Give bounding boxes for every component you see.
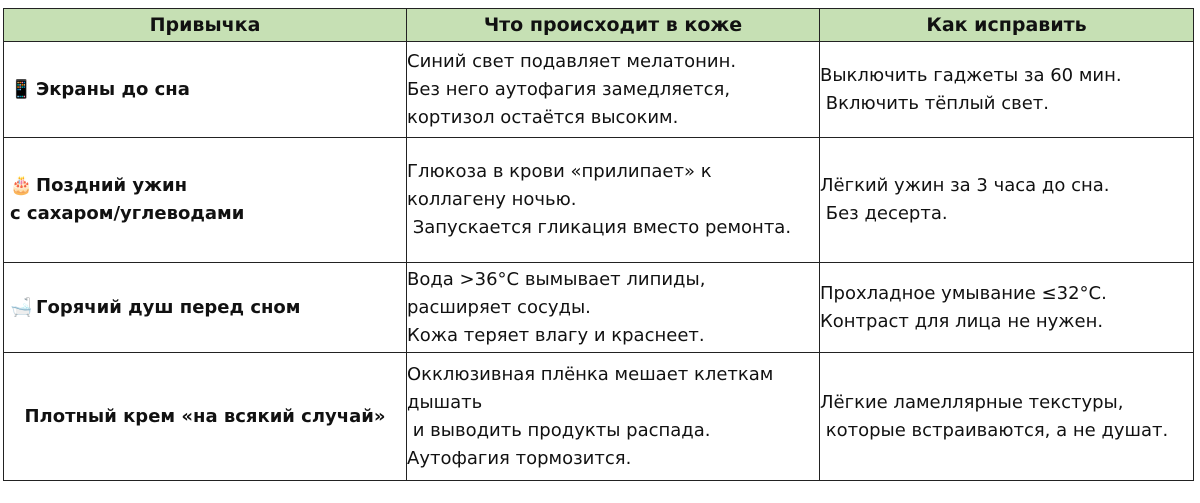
- habit-label: Поздний ужин: [36, 175, 188, 196]
- skin-text-line: коллагену ночью.: [407, 189, 577, 210]
- fix-cell: [820, 138, 1194, 263]
- skin-text-line: Аутофагия тормозится.: [407, 447, 632, 469]
- table-row: [4, 353, 1194, 481]
- table-row: [4, 138, 1194, 263]
- fix-text-line: Контраст для лица не нужен.: [820, 310, 1104, 332]
- skin-text-line: дышать: [407, 391, 483, 413]
- skin-text-line: кортизол остаётся высоким.: [407, 106, 679, 128]
- fix-text-line: Прохладное умывание ≤32°C.: [820, 282, 1107, 304]
- fix-cell: [820, 263, 1194, 353]
- habit-cell: [4, 263, 407, 353]
- phone-icon: 📱: [10, 78, 33, 100]
- header-fix: Как исправить: [820, 9, 1194, 42]
- habit-label: Горячий душ перед сном: [36, 296, 301, 318]
- fix-cell: [820, 42, 1194, 138]
- habit-label: Экраны до сна: [36, 78, 190, 100]
- habit-label: Плотный крем «на всякий случай»: [24, 405, 386, 427]
- skin-text-line: Вода >36°C вымывает липиды,: [407, 268, 706, 290]
- habit-cell: [4, 42, 407, 138]
- fix-text-line: которые встраиваются, а не душат.: [820, 419, 1169, 441]
- skin-text-line: Запускается гликация вместо ремонта.: [407, 217, 792, 238]
- skin-cell: [407, 138, 820, 263]
- skin-cell: [407, 42, 820, 138]
- header-habit: Привычка: [4, 9, 407, 42]
- fix-text-line: Без десерта.: [820, 203, 948, 224]
- table-row: [4, 42, 1194, 138]
- fix-cell: [820, 353, 1194, 481]
- bathtub-icon: 🛁: [10, 296, 33, 318]
- skin-text-line: Без него аутофагия замедляется,: [407, 78, 731, 100]
- fix-text-line: Лёгкий ужин за 3 часа до сна.: [820, 175, 1110, 196]
- skin-text-line: расширяет сосуды.: [407, 296, 591, 318]
- header-row: [4, 9, 1194, 42]
- habit-label: с сахаром/углеводами: [10, 203, 245, 224]
- skin-text-line: и выводить продукты распада.: [407, 419, 711, 441]
- habit-cell: [4, 353, 407, 481]
- header-skin: Что происходит в коже: [407, 9, 820, 42]
- fix-text-line: Лёгкие ламеллярные текстуры,: [820, 391, 1124, 413]
- habits-table: [3, 8, 1194, 481]
- skin-text-line: Кожа теряет влагу и краснеет.: [407, 324, 705, 346]
- skin-cell: [407, 263, 820, 353]
- skin-text-line: Глюкоза в крови «прилипает» к: [407, 161, 712, 182]
- habit-cell: [4, 138, 407, 263]
- table-row: [4, 263, 1194, 353]
- skin-text-line: Окклюзивная плёнка мешает клеткам: [407, 363, 774, 385]
- cake-icon: 🎂: [10, 175, 33, 196]
- fix-text-line: Выключить гаджеты за 60 мин.: [820, 64, 1122, 86]
- skin-cell: [407, 353, 820, 481]
- skin-text-line: Синий свет подавляет мелатонин.: [407, 50, 737, 72]
- fix-text-line: Включить тёплый свет.: [820, 92, 1049, 114]
